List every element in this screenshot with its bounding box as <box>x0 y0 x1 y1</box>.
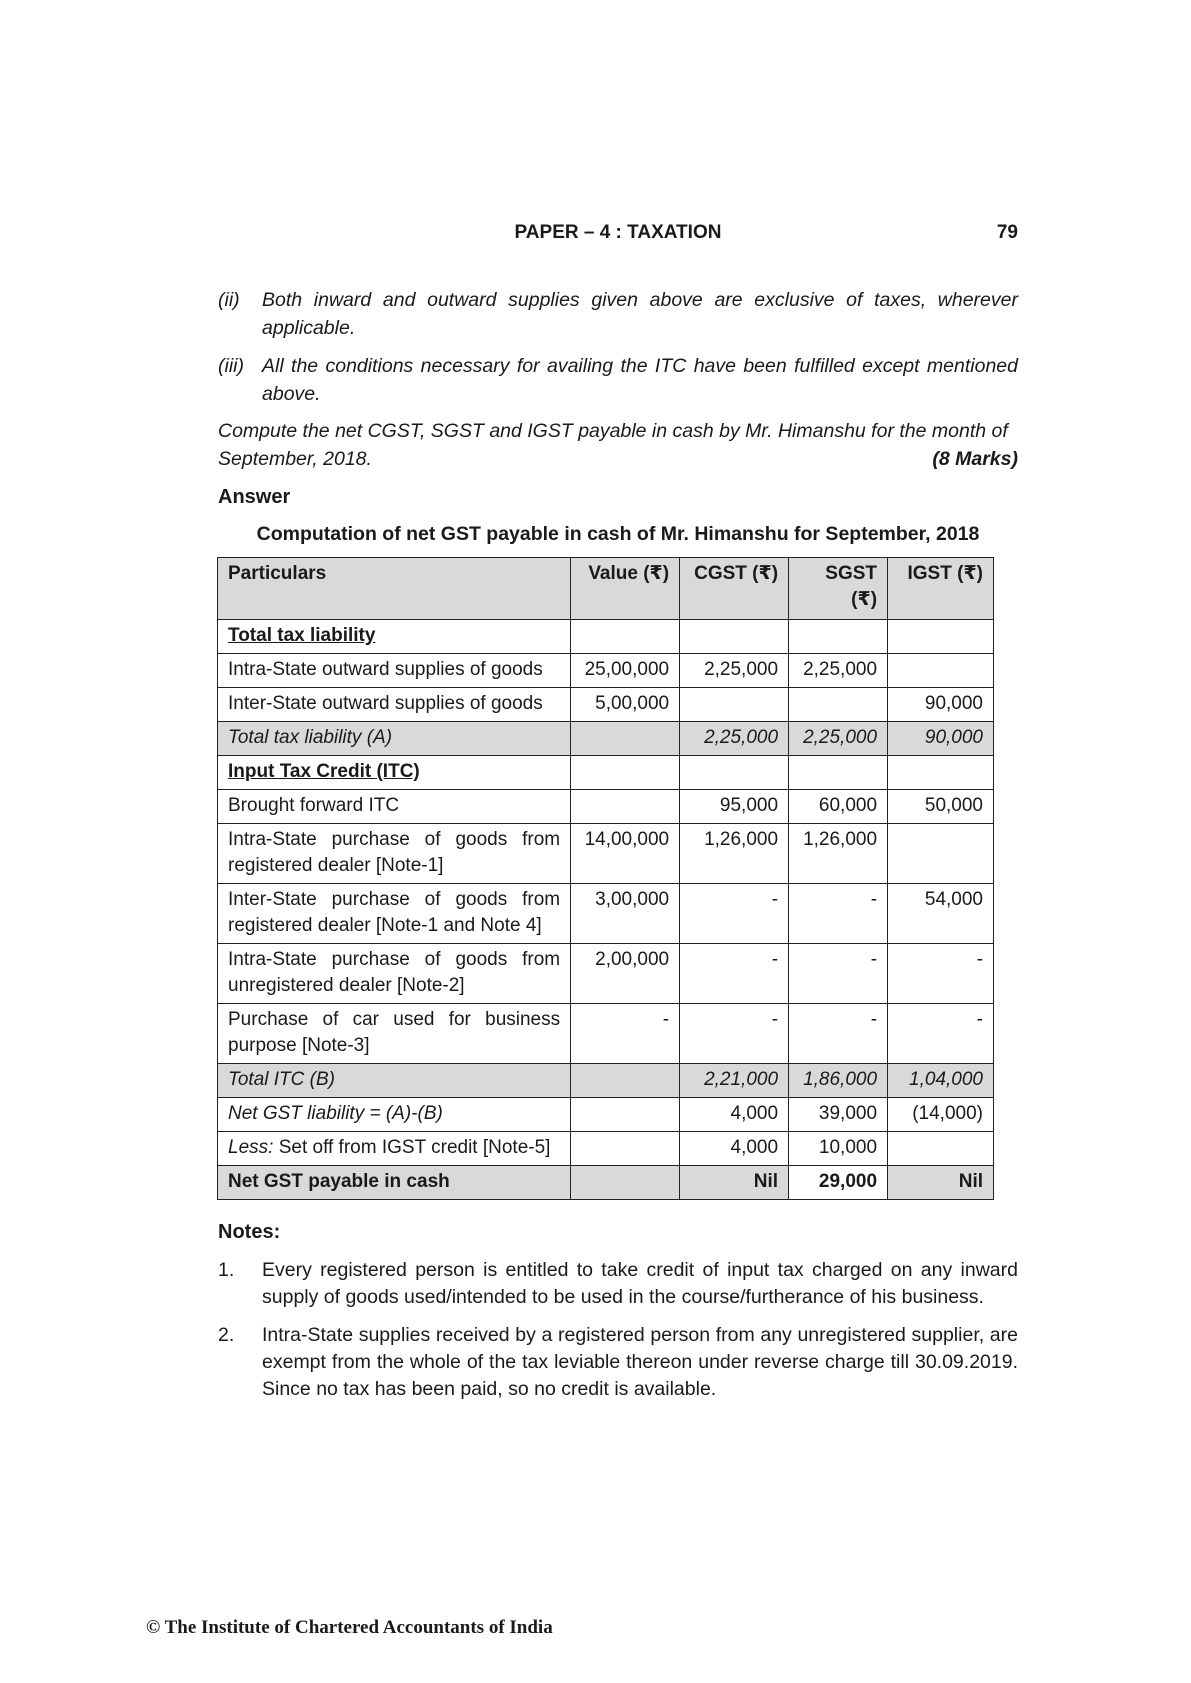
cell-cgst: - <box>680 884 789 944</box>
cell-value: 3,00,000 <box>571 884 680 944</box>
table-row <box>218 620 994 654</box>
cell-sgst: 29,000 <box>789 1166 888 1200</box>
cell-value <box>571 620 680 654</box>
cell-igst <box>888 824 994 884</box>
page-header <box>218 222 1018 248</box>
answer-heading: Answer <box>218 486 291 508</box>
cell-igst: - <box>888 944 994 1004</box>
cell-cgst: 2,21,000 <box>680 1064 789 1098</box>
note-2 <box>218 1322 1018 1403</box>
cell-sgst <box>789 688 888 722</box>
question-line-2: September, 2018. <box>218 448 372 470</box>
condition-number: (iii) <box>218 355 244 377</box>
note-number: 1. <box>218 1259 235 1281</box>
cell-particulars: Total ITC (B) <box>218 1064 571 1098</box>
condition-text: All the conditions necessary for availing the ITC have been fulfilled except mentioned above. <box>262 355 1018 405</box>
table-row-setoff <box>218 1132 994 1166</box>
cell-value <box>571 756 680 790</box>
cell-sgst <box>789 756 888 790</box>
note-text: Every registered person is entitled to take credit of input tax charged on any inward supply of goods used/intended to be used in the course/furtherance of his business. <box>262 1259 1018 1308</box>
cell-igst: - <box>888 1004 994 1064</box>
cell-sgst: 10,000 <box>789 1132 888 1166</box>
note-1 <box>218 1257 1018 1311</box>
cell-sgst: 39,000 <box>789 1098 888 1132</box>
table-row <box>218 944 994 1004</box>
table-row <box>218 756 994 790</box>
condition-number: (ii) <box>218 289 240 311</box>
condition-ii <box>218 286 1018 342</box>
cell-particulars <box>218 1132 571 1166</box>
cell-igst <box>888 620 994 654</box>
table-row <box>218 654 994 688</box>
cell-value <box>571 1064 680 1098</box>
cell-cgst: - <box>680 1004 789 1064</box>
paper-title: PAPER – 4 : TAXATION <box>514 222 722 243</box>
cell-cgst: 2,25,000 <box>680 654 789 688</box>
cell-value <box>571 1132 680 1166</box>
cell-sgst: - <box>789 944 888 1004</box>
cell-cgst: Nil <box>680 1166 789 1200</box>
header-particulars: Particulars <box>218 558 571 620</box>
cell-particulars: Purchase of car used for business purpose [Note-3] <box>218 1004 571 1064</box>
cell-particulars: Net GST liability = (A)-(B) <box>218 1098 571 1132</box>
cell-particulars: Total tax liability (A) <box>218 722 571 756</box>
cell-igst: 1,04,000 <box>888 1064 994 1098</box>
cell-value: 5,00,000 <box>571 688 680 722</box>
cell-cgst <box>680 620 789 654</box>
cell-igst: Nil <box>888 1166 994 1200</box>
cell-igst <box>888 756 994 790</box>
table-row <box>218 884 994 944</box>
table-title: Computation of net GST payable in cash of Mr. Himanshu for September, 2018 <box>256 523 980 545</box>
cell-cgst: 1,26,000 <box>680 824 789 884</box>
cell-cgst: 95,000 <box>680 790 789 824</box>
condition-iii <box>218 352 1018 408</box>
footer-copyright: © The Institute of Chartered Accountants of India <box>146 1617 553 1638</box>
table-row-total-liability <box>218 722 994 756</box>
table-row-net-payable <box>218 1166 994 1200</box>
cell-particulars: Intra-State purchase of goods from unregistered dealer [Note-2] <box>218 944 571 1004</box>
cell-cgst <box>680 756 789 790</box>
condition-text: Both inward and outward supplies given above are exclusive of taxes, wherever applicable. <box>262 289 1018 339</box>
cell-cgst: 4,000 <box>680 1098 789 1132</box>
cell-value: - <box>571 1004 680 1064</box>
cell-igst: 50,000 <box>888 790 994 824</box>
notes-heading: Notes: <box>218 1221 281 1243</box>
cell-cgst: 2,25,000 <box>680 722 789 756</box>
marks-label: (8 Marks) <box>932 448 1018 470</box>
cell-cgst <box>680 688 789 722</box>
cell-particulars: Intra-State outward supplies of goods <box>218 654 571 688</box>
cell-value <box>571 1166 680 1200</box>
cell-sgst: 2,25,000 <box>789 654 888 688</box>
table-row <box>218 1004 994 1064</box>
gst-computation-table <box>217 557 994 1200</box>
setoff-label: Set off from IGST credit [Note-5] <box>278 1137 551 1158</box>
cell-value: 2,00,000 <box>571 944 680 1004</box>
cell-particulars: Inter-State purchase of goods from registered dealer [Note-1 and Note 4] <box>218 884 571 944</box>
table-row <box>218 688 994 722</box>
cell-sgst: 60,000 <box>789 790 888 824</box>
cell-igst <box>888 654 994 688</box>
note-text: Intra-State supplies received by a registered person from any unregistered supplier, are exempt from the whole of the tax leviable thereon under reverse charge till 30.09.2019. Since no tax has been paid, so no credit is available. <box>262 1324 1018 1400</box>
cell-value <box>571 722 680 756</box>
cell-sgst: - <box>789 884 888 944</box>
cell-value <box>571 1098 680 1132</box>
cell-sgst: 1,26,000 <box>789 824 888 884</box>
cell-sgst: 2,25,000 <box>789 722 888 756</box>
cell-igst: 90,000 <box>888 688 994 722</box>
note-number: 2. <box>218 1324 235 1346</box>
question-line-1: Compute the net CGST, SGST and IGST payable in cash by Mr. Himanshu for the month of <box>218 420 1008 442</box>
cell-particulars: Brought forward ITC <box>218 790 571 824</box>
cell-sgst: 1,86,000 <box>789 1064 888 1098</box>
page-number: 79 <box>996 222 1018 243</box>
section-heading: Total tax liability <box>228 625 376 646</box>
cell-sgst: - <box>789 1004 888 1064</box>
cell-value <box>571 790 680 824</box>
cell-particulars: Net GST payable in cash <box>218 1166 571 1200</box>
question-text <box>218 417 1018 473</box>
table-row <box>218 790 994 824</box>
table-row <box>218 824 994 884</box>
cell-sgst <box>789 620 888 654</box>
cell-igst: (14,000) <box>888 1098 994 1132</box>
cell-particulars: Inter-State outward supplies of goods <box>218 688 571 722</box>
cell-cgst: 4,000 <box>680 1132 789 1166</box>
header-cgst: CGST (₹) <box>680 558 789 620</box>
cell-cgst: - <box>680 944 789 1004</box>
cell-igst: 54,000 <box>888 884 994 944</box>
cell-value: 14,00,000 <box>571 824 680 884</box>
section-heading: Input Tax Credit (ITC) <box>228 761 420 782</box>
header-value: Value (₹) <box>571 558 680 620</box>
header-sgst: SGST (₹) <box>789 558 888 620</box>
table-header-row <box>218 558 994 620</box>
cell-igst: 90,000 <box>888 722 994 756</box>
table-row-net-liability <box>218 1098 994 1132</box>
table-row-total-itc <box>218 1064 994 1098</box>
cell-value: 25,00,000 <box>571 654 680 688</box>
cell-particulars: Intra-State purchase of goods from registered dealer [Note-1] <box>218 824 571 884</box>
less-prefix: Less: <box>228 1137 274 1158</box>
cell-igst <box>888 1132 994 1166</box>
header-igst: IGST (₹) <box>888 558 994 620</box>
